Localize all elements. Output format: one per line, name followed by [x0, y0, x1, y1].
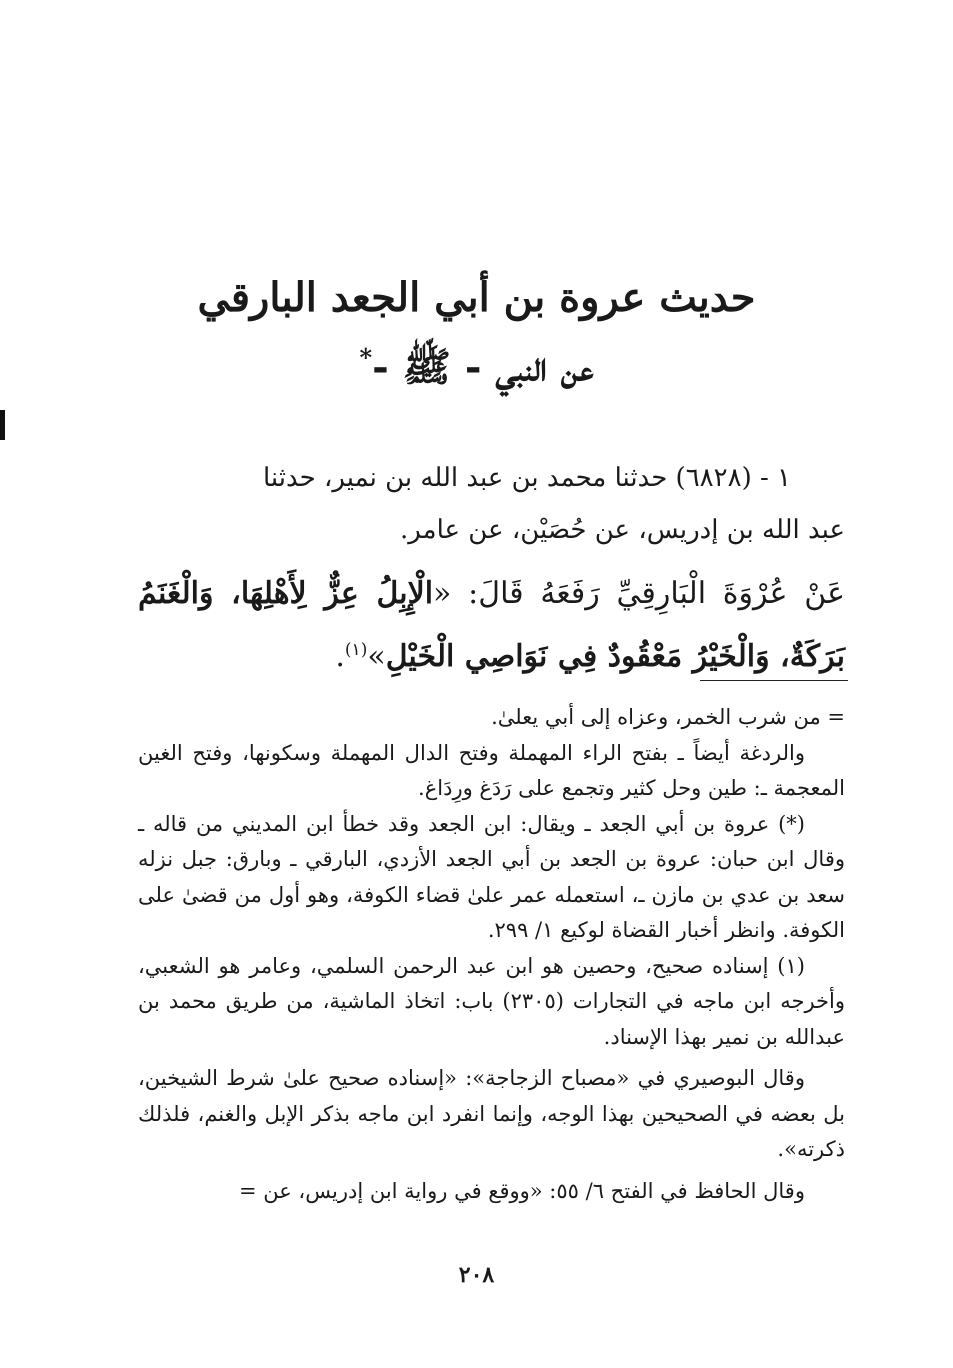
- hadith-close-quote: »: [367, 639, 386, 674]
- hadith-matn: الْإِبِلُ عِزٌّ لِأَهْلِهَا، وَالْغَنَمُ بَرَكَةٌ، وَالْخَيْرُ مَعْقُودٌ فِي نَوَاصِي الْخَيْلِ: [138, 576, 845, 674]
- chapter-title-second: [140, 328, 813, 397]
- footnote-hafiz: وقال الحافظ في الفتح ٦/ ٥٥: «ووقع في رواية ابن إدريس، عن =: [238, 1178, 805, 1203]
- footnote-reference: (١): [344, 640, 368, 660]
- chapter-title-note-star: *: [359, 343, 373, 372]
- chapter-title-line2: عن النبي - ﷺ -: [372, 343, 594, 391]
- chapter-title-line1: حديث عروة بن أبي الجعد البارقي: [197, 274, 756, 321]
- footnote-1: (١) إسناده صحيح، وحصين هو ابن عبد الرحمن السلمي، وعامر هو الشعبي، وأخرجه ابن ماجه في التجارات (٢٣٠٥) باب: اتخاذ الماشية، من طريق محمد بن عبدالله بن نمير بهذا الإسناد.: [138, 953, 846, 1049]
- isnad-line-1: ١ - (٦٨٢٨) حدثنا محمد بن عبد الله بن نمير، حدثنا: [263, 463, 791, 493]
- page-number: ٢٠٨: [458, 1262, 495, 1288]
- hadith-intro: عَنْ عُرْوَةَ الْبَارِقِيِّ رَفَعَهُ قَالَ: «: [433, 576, 845, 611]
- footnote-radgha: والردغة أيضاً ـ بفتح الراء المهملة وفتح الدال المهملة وسكونها، وفتح الغين المعجمة ـ: طين وحل كثير وتجمع على رَدَغ ورِدَاغ.: [138, 740, 845, 800]
- scan-margin-mark: [0, 410, 5, 440]
- hadith-text: [138, 566, 845, 685]
- footnote-star: (*) عروة بن أبي الجعد ـ ويقال: ابن الجعد وقد خطأ ابن المديني من قاله ـ وقال ابن حبان: عروة بن الجعد بن أبي الجعد الأزدي، البارقي ـ وبارق: جبل نزله سعد بن عدي بن مازن ـ، استعمله عمر علىٰ قضاء الكوفة، وهو أول من قضىٰ على الكوفة. وانظر أخبار القضاة لوكيع ١/ ٢٩٩.: [138, 811, 845, 942]
- footnotes: [138, 700, 845, 1209]
- chapter-title: [140, 268, 813, 328]
- footnote-continuation: = من شرب الخمر، وعزاه إلى أبي يعلىٰ.: [491, 705, 845, 729]
- footnote-separator: [700, 680, 848, 681]
- footnote-busiri: وقال البوصيري في «مصباح الزجاجة»: «إسناده صحيح علىٰ شرط الشيخين، بل بعضه في الصحيحين بهذا الوجه، وإنما انفرد ابن ماجه بذكر الإبل والغنم، فلذلك ذكرته».: [138, 1066, 845, 1161]
- hadith-end: .: [335, 639, 345, 674]
- isnad-line-2: عبد الله بن إدريس، عن حُصَيْن، عن عامر.: [400, 515, 845, 545]
- isnad-paragraph: [138, 452, 845, 556]
